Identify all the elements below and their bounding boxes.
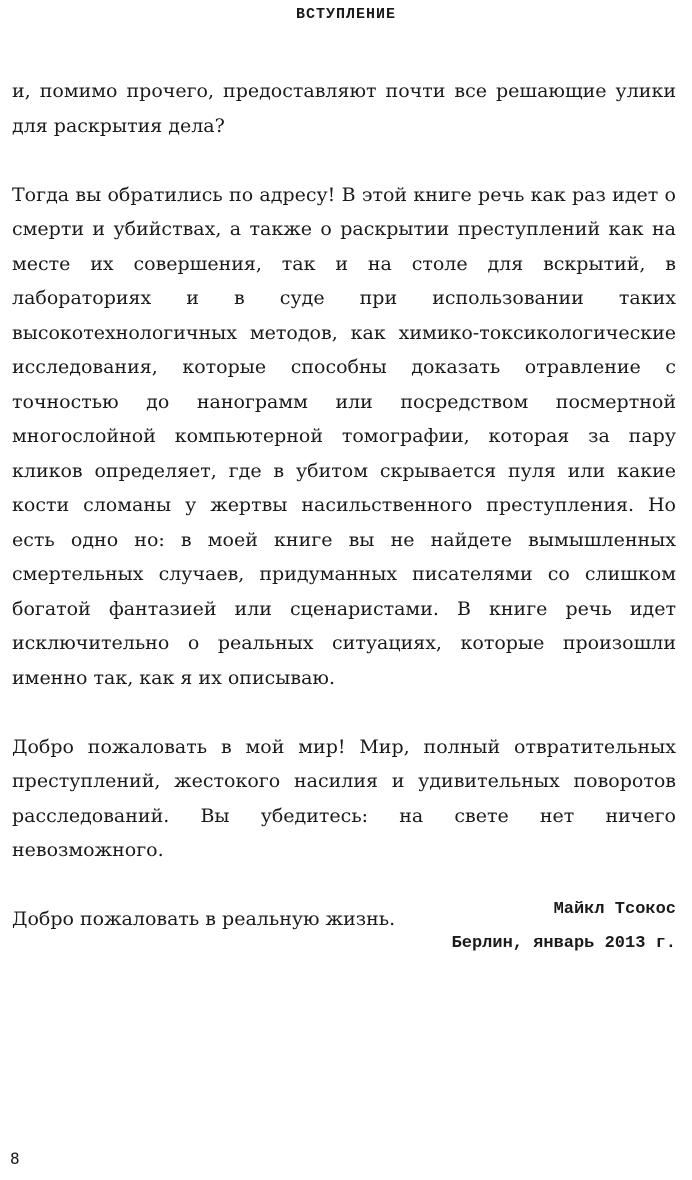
paragraph: и, помимо прочего, предоставляют почти все решающие улики для раскрытия дела? [12,80,676,137]
body-text [12,74,676,971]
paragraph: Тогда вы обратились по адресу! В этой книге речь как раз идет о смерти и убийствах, а также о раскрытии преступлений как на месте их совершения, так и на столе для вскрытий, в лабораториях и в суде при использовании таких высокотехнологичных методов, как химико-токсикологические исследования, которые способны доказать отравление с точностью до нанограмм или посредством посмертной многослойной компьютерной томографии, которая за пару кликов определяет, где в убитом скрывается пуля или какие кости сломаны у жертвы насильственного преступления. Но есть одно но: в моей книге вы не найдете вымышленных смертельных случаев, придуманных писателями со слишком богатой фантазией или сценаристами. В книге речь идет исключительно о реальных ситуациях, которые произошли именно так, как я их описываю. [12,183,676,689]
paragraph: Добро пожаловать в реальную жизнь. [12,908,396,930]
running-header: ВСТУПЛЕНИЕ [295,6,396,23]
signature-author: Майкл Тсокос [553,900,676,919]
paragraph: Добро пожаловать в мой мир! Мир, полный отвратительных преступлений, жестокого насилия и удивительных поворотов расследований. Вы убедитесь: на свете нет ничего невозможного. [12,735,676,861]
signature-place-date: Берлин, январь 2013 г. [451,934,676,953]
page-number: 8 [10,1149,20,1168]
